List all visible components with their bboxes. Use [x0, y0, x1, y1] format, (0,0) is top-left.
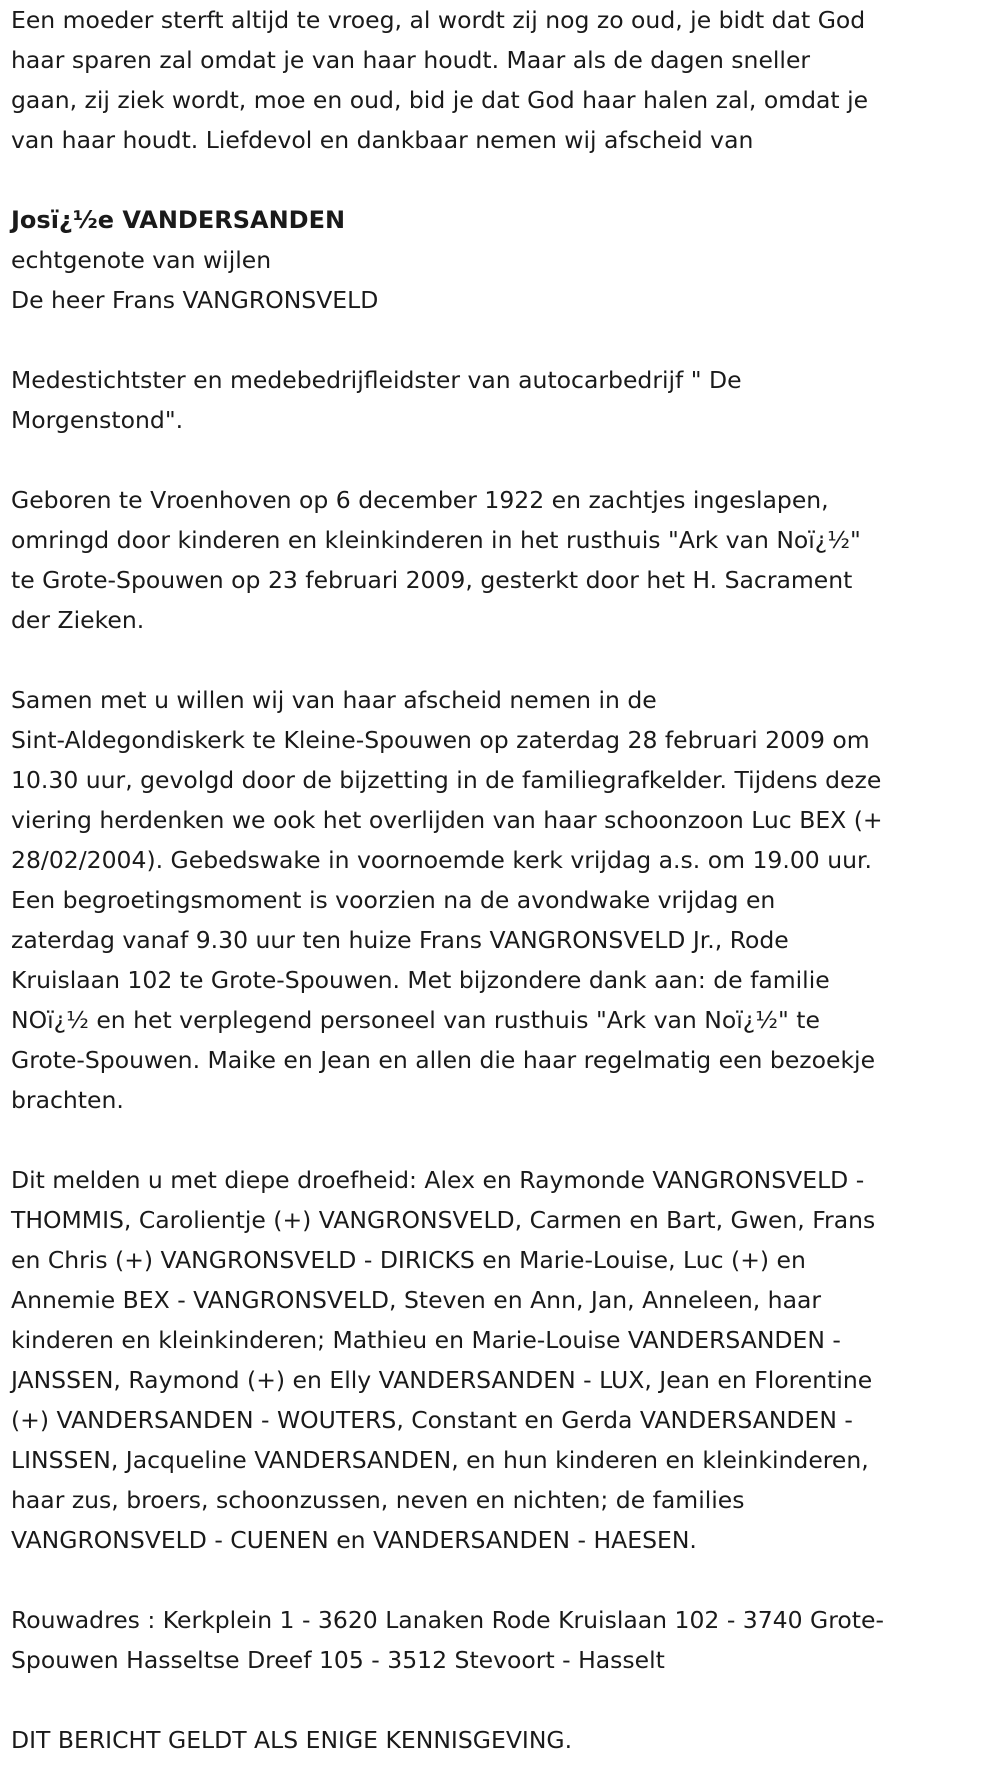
text-line: van haar houdt. Liefdevol en dankbaar nemen wij afscheid van: [11, 126, 754, 154]
spouse-line: echtgenote van wijlen: [11, 246, 272, 274]
closing-notice: DIT BERICHT GELDT ALS ENIGE KENNISGEVING.: [11, 1726, 573, 1754]
text-line: Een moeder sterft altijd te vroeg, al wordt zij nog zo oud, je bidt dat God: [11, 6, 866, 34]
text-line: VANGRONSVELD - CUENEN en VANDERSANDEN - HAESEN.: [11, 1526, 697, 1554]
text-line: Een begroetingsmoment is voorzien na de avondwake vrijdag en: [11, 886, 776, 914]
spacer: [11, 640, 996, 680]
text-line: der Zieken.: [11, 606, 145, 634]
text-line: te Grote-Spouwen op 23 februari 2009, gesterkt door het H. Sacrament: [11, 566, 853, 594]
text-line: LINSSEN, Jacqueline VANDERSANDEN, en hun kinderen en kleinkinderen,: [11, 1446, 869, 1474]
ceremony-paragraph: [11, 680, 996, 1120]
text-line: Rouwadres : Kerkplein 1 - 3620 Lanaken Rode Kruislaan 102 - 3740 Grote-: [11, 1606, 884, 1634]
text-line: gaan, zij ziek wordt, moe en oud, bid je dat God haar halen zal, omdat je: [11, 86, 869, 114]
spacer: [11, 1120, 996, 1160]
spacer: [11, 320, 996, 360]
text-line: omringd door kinderen en kleinkinderen in het rusthuis "Ark van Noï¿½": [11, 526, 861, 554]
address-paragraph: [11, 1600, 996, 1680]
text-line: Sint-Aldegondiskerk te Kleine-Spouwen op zaterdag 28 februari 2009 om: [11, 726, 870, 754]
text-line: JANSSEN, Raymond (+) en Elly VANDERSANDEN - LUX, Jean en Florentine: [11, 1366, 873, 1394]
text-line: kinderen en kleinkinderen; Mathieu en Marie-Louise VANDERSANDEN -: [11, 1326, 841, 1354]
text-line: haar zus, broers, schoonzussen, neven en nichten; de families: [11, 1486, 745, 1514]
intro-paragraph: [11, 0, 996, 160]
text-line: Morgenstond".: [11, 406, 184, 434]
text-line: (+) VANDERSANDEN - WOUTERS, Constant en Gerda VANDERSANDEN -: [11, 1406, 853, 1434]
text-line: Annemie BEX - VANGRONSVELD, Steven en Ann, Jan, Anneleen, haar: [11, 1286, 822, 1314]
obituary-document: [11, 0, 996, 1760]
occupation-paragraph: [11, 360, 996, 440]
text-line: 10.30 uur, gevolgd door de bijzetting in de familiegrafkelder. Tijdens deze: [11, 766, 882, 794]
text-line: zaterdag vanaf 9.30 uur ten huize Frans VANGRONSVELD Jr., Rode: [11, 926, 789, 954]
deceased-name: Josï¿½e VANDERSANDEN: [11, 206, 346, 234]
family-paragraph: [11, 1160, 996, 1560]
text-line: Geboren te Vroenhoven op 6 december 1922 en zachtjes ingeslapen,: [11, 486, 829, 514]
spacer: [11, 1680, 996, 1720]
spouse-name: De heer Frans VANGRONSVELD: [11, 286, 379, 314]
text-line: NOï¿½ en het verplegend personeel van rusthuis "Ark van Noï¿½" te: [11, 1006, 820, 1034]
spacer: [11, 440, 996, 480]
birth-death-paragraph: [11, 480, 996, 640]
text-line: haar sparen zal omdat je van haar houdt. Maar als de dagen sneller: [11, 46, 811, 74]
text-line: Spouwen Hasseltse Dreef 105 - 3512 Stevoort - Hasselt: [11, 1646, 665, 1674]
text-line: viering herdenken we ook het overlijden van haar schoonzoon Luc BEX (+: [11, 806, 883, 834]
spacer: [11, 1560, 996, 1600]
text-line: Dit melden u met diepe droefheid: Alex en Raymonde VANGRONSVELD -: [11, 1166, 865, 1194]
spacer: [11, 160, 996, 200]
text-line: Medestichtster en medebedrijfleidster van autocarbedrijf " De: [11, 366, 742, 394]
text-line: en Chris (+) VANGRONSVELD - DIRICKS en Marie-Louise, Luc (+) en: [11, 1246, 806, 1274]
text-line: THOMMIS, Carolientje (+) VANGRONSVELD, Carmen en Bart, Gwen, Frans: [11, 1206, 876, 1234]
text-line: Samen met u willen wij van haar afscheid nemen in de: [11, 686, 657, 714]
text-line: 28/02/2004). Gebedswake in voornoemde kerk vrijdag a.s. om 19.00 uur.: [11, 846, 872, 874]
text-line: brachten.: [11, 1086, 124, 1114]
text-line: Kruislaan 102 te Grote-Spouwen. Met bijzondere dank aan: de familie: [11, 966, 830, 994]
text-line: Grote-Spouwen. Maike en Jean en allen die haar regelmatig een bezoekje: [11, 1046, 876, 1074]
